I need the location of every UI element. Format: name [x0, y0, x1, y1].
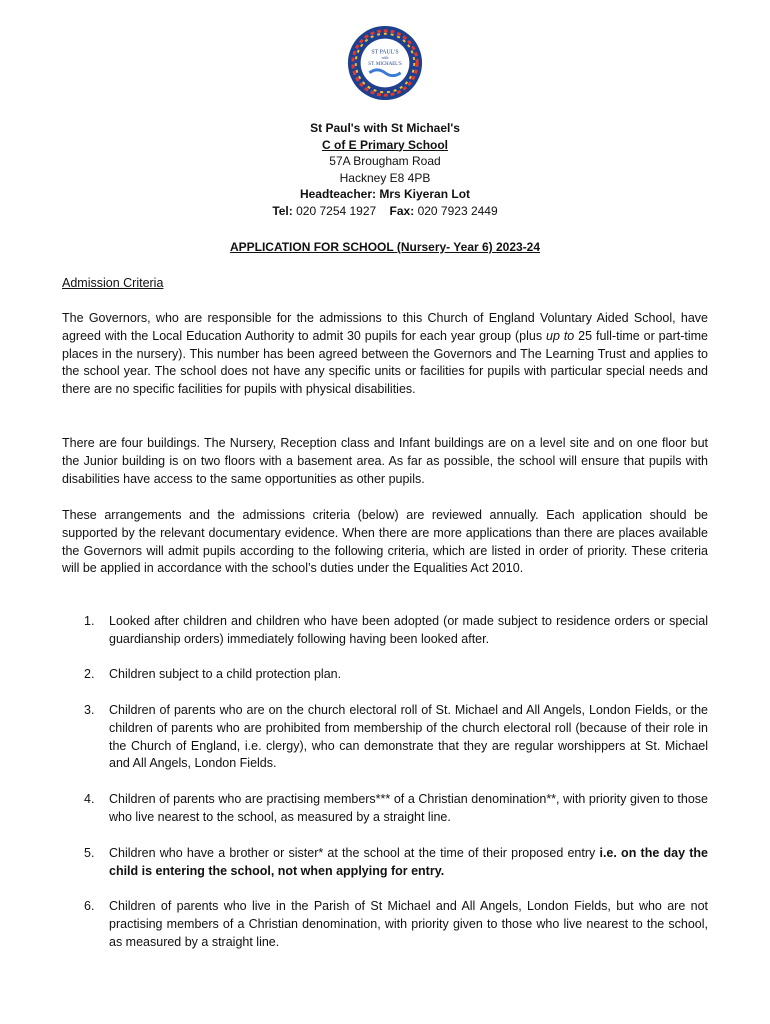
list-item-number: 1. [84, 614, 95, 628]
section-title-admission-criteria: Admission Criteria [62, 276, 164, 290]
list-item-number: 2. [84, 667, 95, 681]
paragraph-arrangements: These arrangements and the admissions criteria (below) are reviewed annually. Each application should be supported by the relevant documentary evidence. When there are more applications than there are places available the Governors will admit pupils according to the following criteria, which are listed in order of priority. These criteria will be applied in accordance with the school’s duties under the Equalities Act 2010. [62, 508, 708, 576]
paragraph-buildings: There are four buildings. The Nursery, Reception class and Infant buildings are on a level site and on one floor but the Junior building is on two floors with a basement area. As far as possible, the school will ensure that pupils with disabilities have access to the same opportunities as other pupils. [62, 436, 708, 486]
list-item [62, 845, 708, 881]
logo-text-line2: with [381, 56, 389, 61]
paragraph-governors [62, 310, 708, 399]
list-item [62, 791, 708, 827]
list-item-number: 3. [84, 703, 95, 717]
school-logo [346, 24, 424, 102]
list-item-text [109, 845, 708, 881]
list-item-text: Looked after children and children who have been adopted (or made subject to residence orders or special guardianship orders) immediately following having been looked after. [109, 614, 708, 646]
logo-text-line1: ST PAUL'S [371, 49, 399, 56]
list-item-text: Children of parents who live in the Parish of St Michael and All Angels, London Fields, but who are not practising members of a Christian denomination, with priority given to those who live nearest to the school, as measured by a straight line. [109, 899, 708, 949]
school-name-line1: St Paul's with St Michael's [310, 121, 460, 135]
application-title: APPLICATION FOR SCHOOL (Nursery- Year 6) 2023-24 [229, 240, 541, 254]
contact-line [0, 203, 770, 220]
tel-number: 020 7254 1927 [296, 203, 377, 218]
list-item-text-bold: i.e. on the day the child is entering the school, not when applying for entry. [109, 846, 708, 878]
list-item-text-regular: Children who have a brother or sister* at the school at the time of their proposed entry [109, 846, 600, 860]
list-item [62, 702, 708, 773]
address-line2: Hackney E8 4PB [339, 170, 431, 185]
list-item [62, 898, 708, 951]
headteacher: Headteacher: Mrs Kiyeran Lot [299, 187, 471, 201]
fax-number: 020 7923 2449 [417, 203, 498, 218]
list-item-text: Children subject to a child protection plan. [109, 667, 342, 681]
list-item-number: 4. [84, 792, 95, 806]
list-item-text: Children of parents who are practising members*** of a Christian denomination**, with priority given to those who live nearest to the school, as measured by a straight line. [109, 792, 708, 824]
list-item [62, 666, 708, 684]
list-item-text: Children of parents who are on the church electoral roll of St. Michael and All Angels, London Fields, or the children of parents who are prohibited from membership of the church electoral roll (because of their role in the Church of England, i.e. clergy), who can demonstrate that they are regular worshippers at St. Michael and All Angels, London Fields. [109, 703, 708, 771]
p1-emphasis: up to [546, 328, 575, 343]
school-name-line2: C of E Primary School [321, 137, 449, 152]
tel-label: Tel: [272, 203, 293, 218]
list-item-number: 6. [84, 899, 95, 913]
list-item-number: 5. [84, 846, 95, 860]
fax-label: Fax: [389, 203, 415, 218]
p1-part-b: 25 full-time or part-time places in the nursery). This number has been agreed between the Governors and The Learning Trust and applies to the school year. The school does not have any specific units or facilities for pupils with particular special needs and there are no specific facilities for pupils with physical disabilities. [62, 328, 708, 397]
school-header [0, 120, 770, 219]
list-item [62, 613, 708, 649]
address-line1: 57A Brougham Road [329, 154, 441, 168]
logo-text-line3: ST. MICHAEL'S [368, 61, 402, 67]
p1-part-a: The Governors, who are responsible for the admissions to this Church of England Voluntary Aided School, have agreed with the Local Education Authority to admit 30 pupils for each year group (plus [62, 311, 708, 343]
